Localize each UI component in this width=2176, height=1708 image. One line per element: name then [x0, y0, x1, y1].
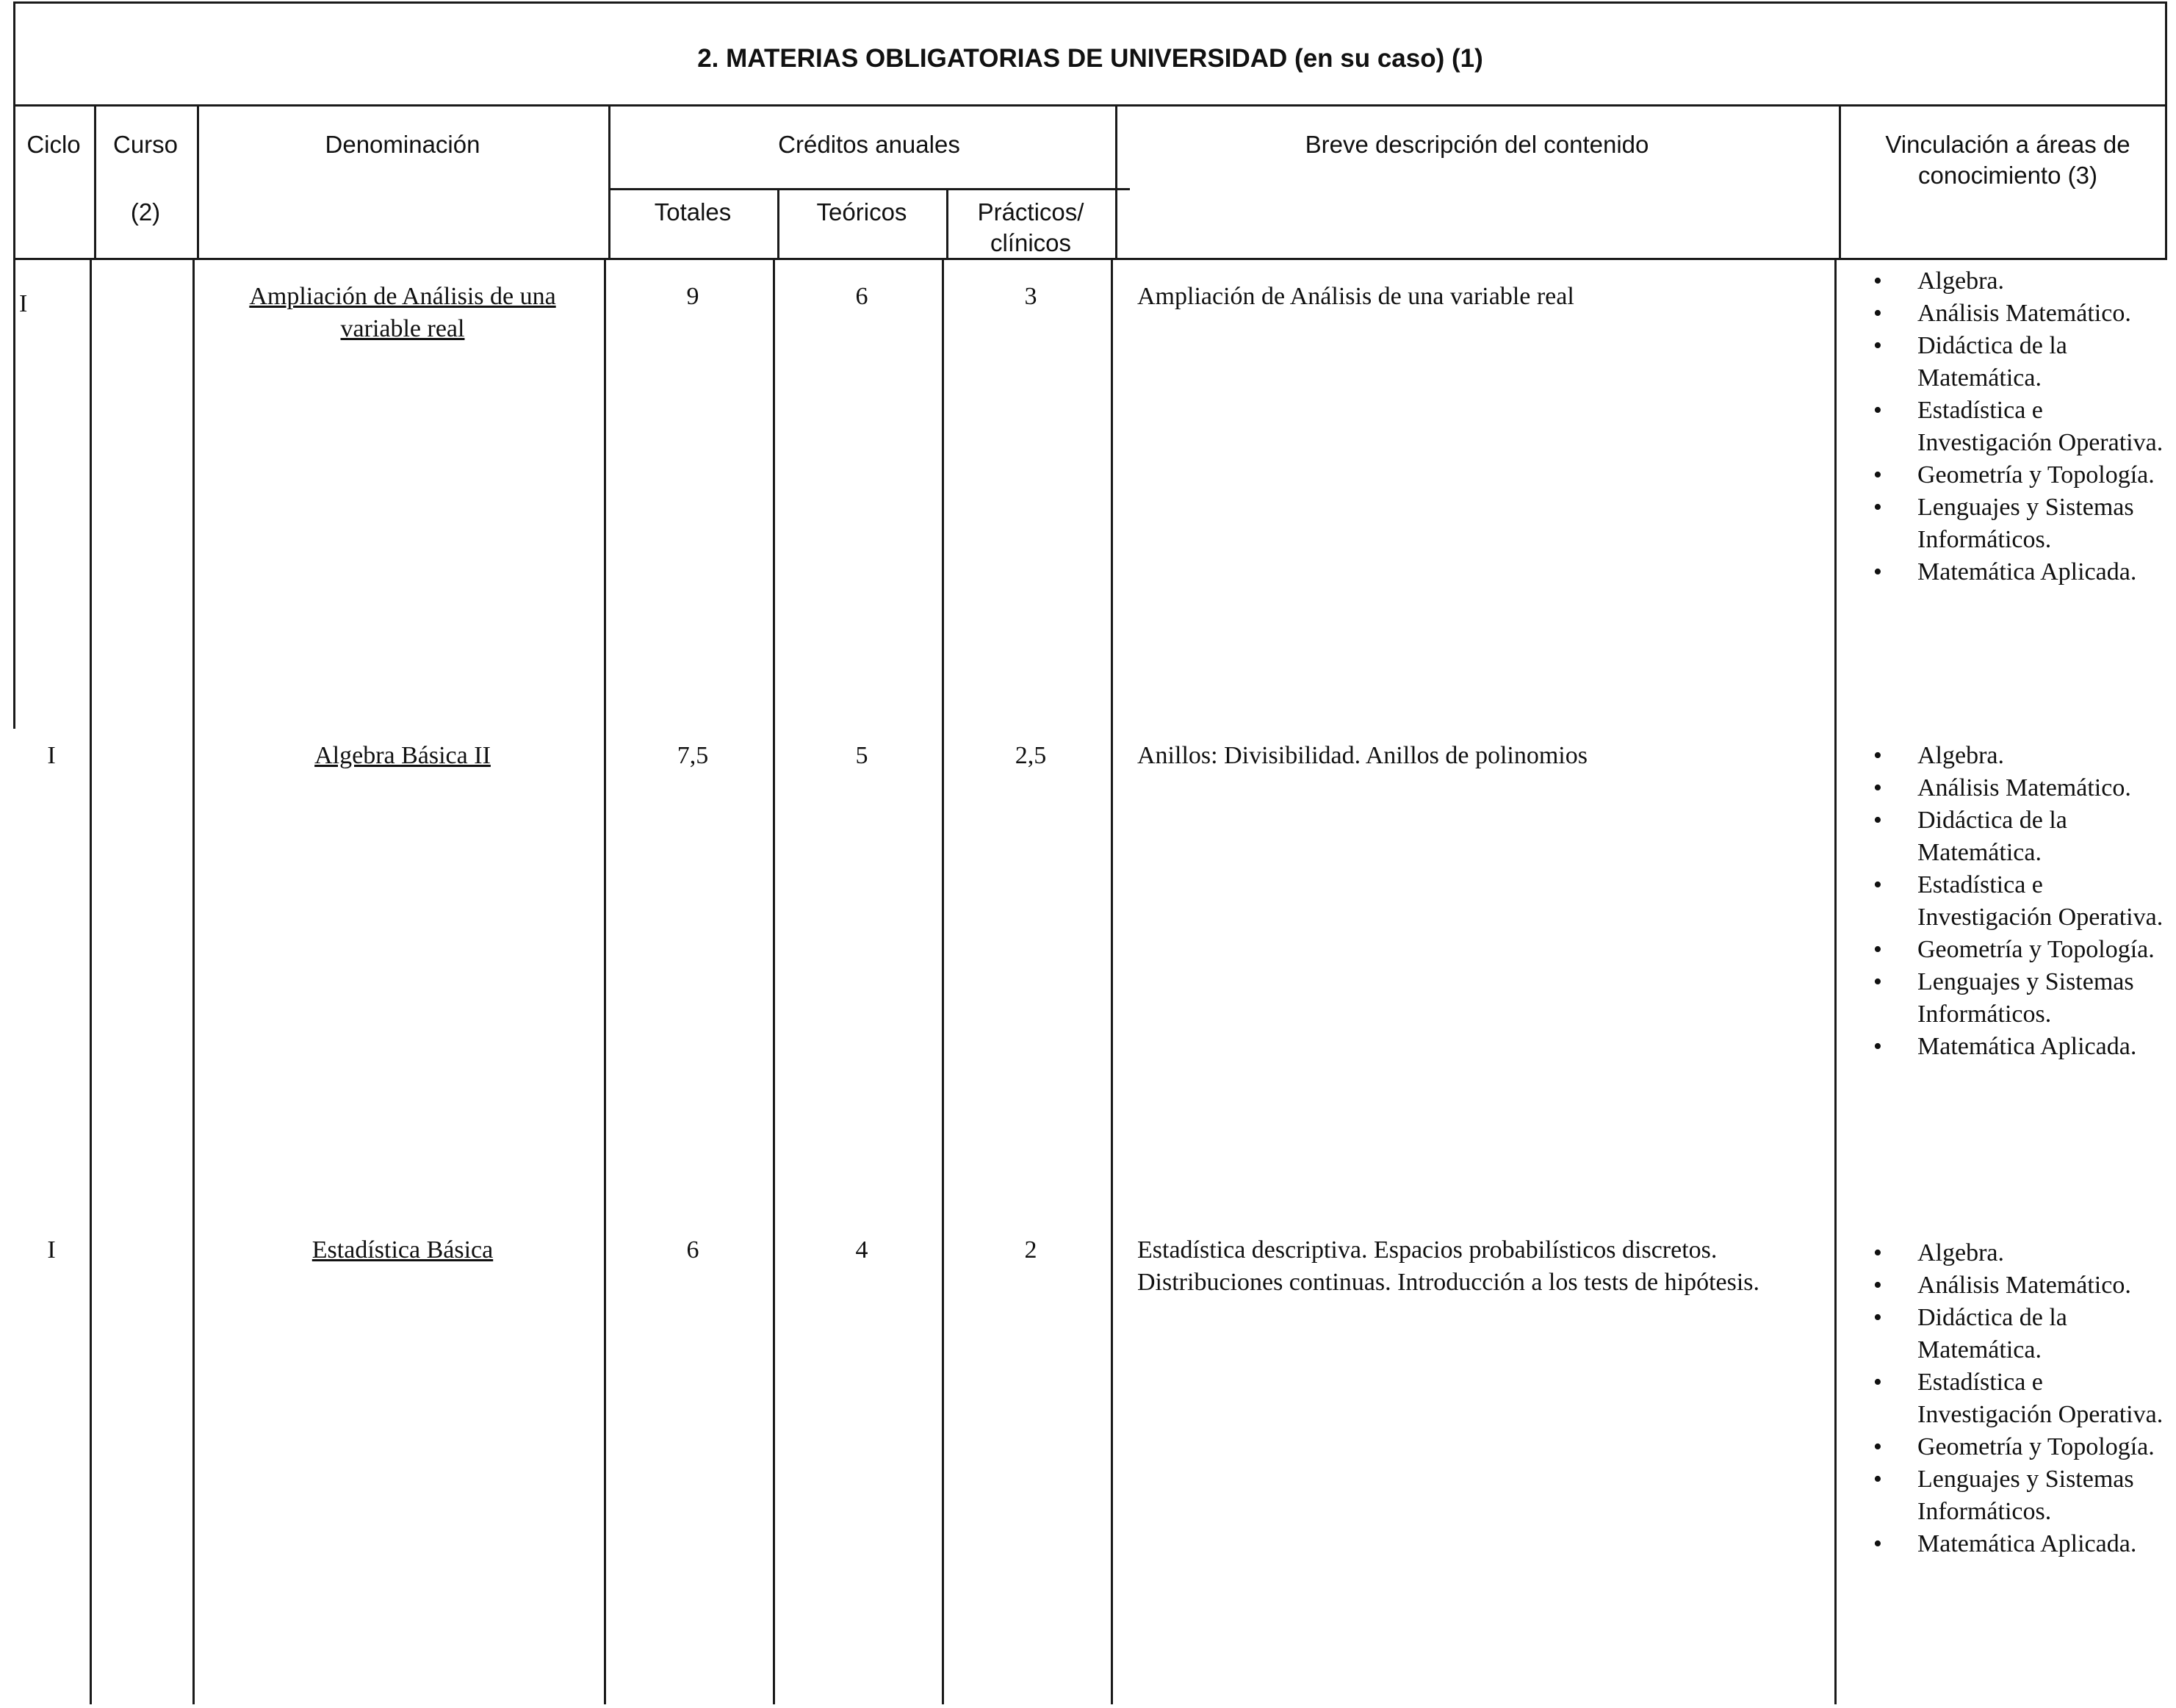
creditos-divider — [608, 188, 1130, 190]
row-1-denominacion: Ampliación de Análisis de una variable real — [249, 283, 556, 342]
area-item: • Estadística e Investigación Operativa. — [1866, 1366, 2175, 1431]
area-item: • Lenguajes y Sistemas Informáticos. — [1866, 966, 2175, 1031]
table-border-top — [13, 1, 2167, 4]
area-item: • Estadística e Investigación Operativa. — [1866, 394, 2175, 459]
header-teoricos: Teóricos — [816, 198, 907, 226]
header-descripcion: Breve descripción del contenido — [1305, 131, 1649, 158]
header-totales: Totales — [654, 198, 732, 226]
area-item: • Estadística e Investigación Operativa. — [1866, 869, 2175, 934]
row-1-teoricos: 6 — [855, 283, 868, 310]
row-1-ciclo: I — [19, 290, 28, 317]
materias-table — [13, 1, 2167, 1704]
area-item: • Geometría y Topología. — [1866, 934, 2175, 966]
row-3-practicos: 2 — [1024, 1236, 1037, 1264]
row-3-ciclo: I — [47, 1236, 56, 1264]
area-item: • Análisis Matemático. — [1866, 298, 2175, 330]
area-item: • Algebra. — [1866, 740, 2175, 772]
row-2-descripcion: Anillos: Divisibilidad. Anillos de polinomios — [1137, 742, 1588, 769]
area-item: • Didáctica de la Matemática. — [1866, 330, 2175, 394]
row-2-teoricos: 5 — [855, 742, 868, 769]
row-2-totales: 7,5 — [677, 742, 709, 769]
header-curso: Curso — [112, 131, 179, 158]
area-item: • Análisis Matemático. — [1866, 772, 2175, 804]
row-1-practicos: 3 — [1024, 283, 1037, 310]
row-2-areas — [1866, 740, 2175, 1063]
header-curso-note: (2) — [130, 198, 161, 226]
col-divider — [1115, 104, 1117, 260]
area-item: • Matemática Aplicada. — [1866, 1031, 2175, 1063]
row-3-descripcion: Estadística descriptiva. Espacios probabilísticos discretos. Distribuciones continuas. Introducción a los tests de hipótesis. — [1137, 1236, 1760, 1296]
area-item: • Geometría y Topología. — [1866, 459, 2175, 491]
col-divider — [94, 104, 96, 260]
row-1-areas — [1866, 265, 2175, 588]
row-2-practicos: 2,5 — [1015, 742, 1047, 769]
area-item: • Lenguajes y Sistemas Informáticos. — [1866, 491, 2175, 556]
col-divider — [604, 260, 606, 1704]
col-divider — [942, 260, 944, 1704]
row-2-denominacion: Algebra Básica II — [314, 742, 491, 769]
header-vinculacion: Vinculación a áreas de conocimiento (3) — [1885, 131, 2130, 189]
col-divider — [946, 188, 948, 260]
row-1-totales: 9 — [686, 283, 699, 310]
title-divider — [13, 104, 2167, 107]
header-denominacion: Denominación — [325, 131, 480, 158]
area-item: • Matemática Aplicada. — [1866, 1528, 2175, 1560]
col-divider — [90, 260, 92, 1704]
area-item: • Geometría y Topología. — [1866, 1431, 2175, 1463]
table-border-right — [2165, 1, 2167, 260]
col-divider — [1839, 104, 1841, 260]
col-divider — [773, 260, 775, 1704]
col-divider — [192, 260, 195, 1704]
area-item: • Algebra. — [1866, 265, 2175, 298]
header-creditos: Créditos anuales — [778, 131, 960, 158]
table-border-left — [13, 1, 15, 729]
area-item: • Lenguajes y Sistemas Informáticos. — [1866, 1463, 2175, 1528]
header-practicos: Prácticos/ clínicos — [977, 198, 1084, 256]
area-item: • Didáctica de la Matemática. — [1866, 1302, 2175, 1366]
area-item: • Análisis Matemático. — [1866, 1269, 2175, 1302]
col-divider — [1834, 260, 1837, 1704]
header-ciclo: Ciclo — [26, 131, 81, 158]
row-2-ciclo: I — [47, 742, 56, 769]
row-3-teoricos: 4 — [855, 1236, 868, 1264]
row-3-areas — [1866, 1237, 2175, 1560]
area-item: • Matemática Aplicada. — [1866, 556, 2175, 588]
col-divider — [1111, 260, 1113, 1704]
row-3-totales: 6 — [686, 1236, 699, 1264]
col-divider — [608, 104, 610, 260]
row-1-descripcion: Ampliación de Análisis de una variable real — [1137, 283, 1574, 310]
col-divider — [197, 104, 199, 260]
table-title: 2. MATERIAS OBLIGATORIAS DE UNIVERSIDAD (en su caso) (1) — [697, 44, 1483, 73]
row-3-denominacion: Estadística Básica — [311, 1236, 494, 1264]
area-item: • Didáctica de la Matemática. — [1866, 804, 2175, 869]
area-item: • Algebra. — [1866, 1237, 2175, 1269]
